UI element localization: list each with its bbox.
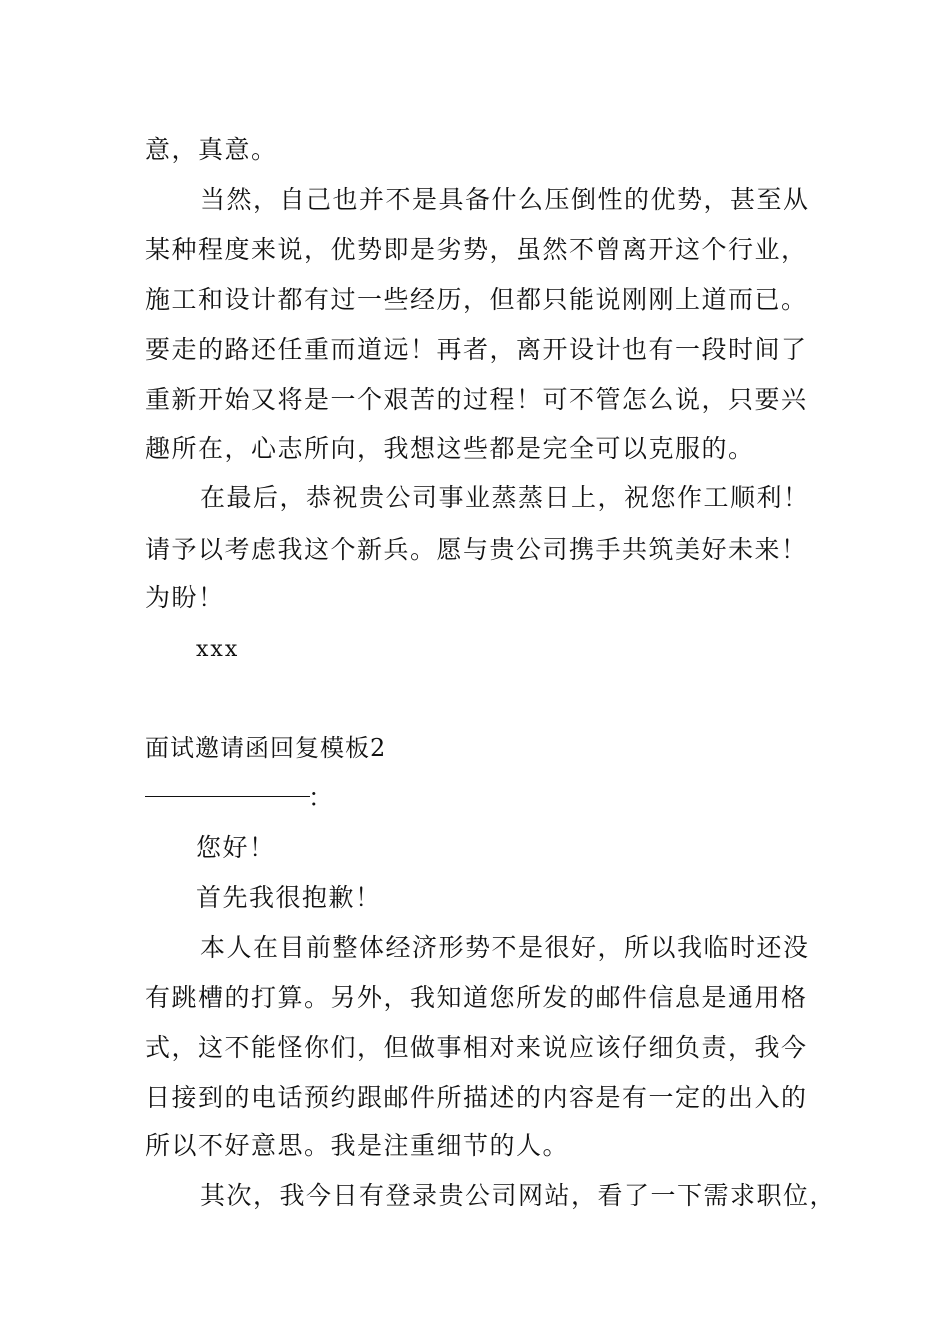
text-line: 所以不好意思。我是注重细节的人。 [145, 1131, 570, 1160]
section-title: 面试邀请函回复模板2 [145, 734, 387, 762]
paragraph-start: 在最后，恭祝贵公司事业蒸蒸日上，祝您作工顺利！ [200, 483, 810, 512]
salutation-colon: ： [308, 783, 334, 812]
text-line: 请予以考虑我这个新兵。愿与贵公司携手共筑美好未来！ [145, 535, 808, 564]
text-line: 为盼！ [145, 583, 225, 612]
greeting: 您好！ [196, 833, 276, 862]
text-line: 施工和设计都有过一些经历，但都只能说刚刚上道而已。 [145, 285, 808, 314]
text-line: 重新开始又将是一个艰苦的过程！可不管怎么说，只要兴 [145, 385, 808, 414]
signature: xxx [196, 637, 240, 662]
text-line: 有跳槽的打算。另外，我知道您所发的邮件信息是通用格 [145, 983, 808, 1012]
recipient-blank-line [145, 796, 310, 797]
text-line: 日接到的电话预约跟邮件所描述的内容是有一定的出入的 [145, 1083, 808, 1112]
text-line: 式，这不能怪你们，但做事相对来说应该仔细负责，我今 [145, 1033, 808, 1062]
paragraph-start: 其次，我今日有登录贵公司网站，看了一下需求职位， [200, 1181, 837, 1210]
text-line: 要走的路还任重而道远！再者，离开设计也有一段时间了 [145, 335, 808, 364]
text-line: 某种程度来说，优势即是劣势，虽然不曾离开这个行业， [145, 235, 808, 264]
text-line: 趣所在，心志所向，我想这些都是完全可以克服的。 [145, 434, 755, 463]
text-line: 意，真意。 [145, 135, 278, 164]
paragraph-start: 当然，自己也并不是具备什么压倒性的优势，甚至从 [200, 185, 810, 214]
paragraph-start: 本人在目前整体经济形势不是很好，所以我临时还没 [200, 933, 810, 962]
paragraph-start: 首先我很抱歉！ [196, 883, 382, 912]
